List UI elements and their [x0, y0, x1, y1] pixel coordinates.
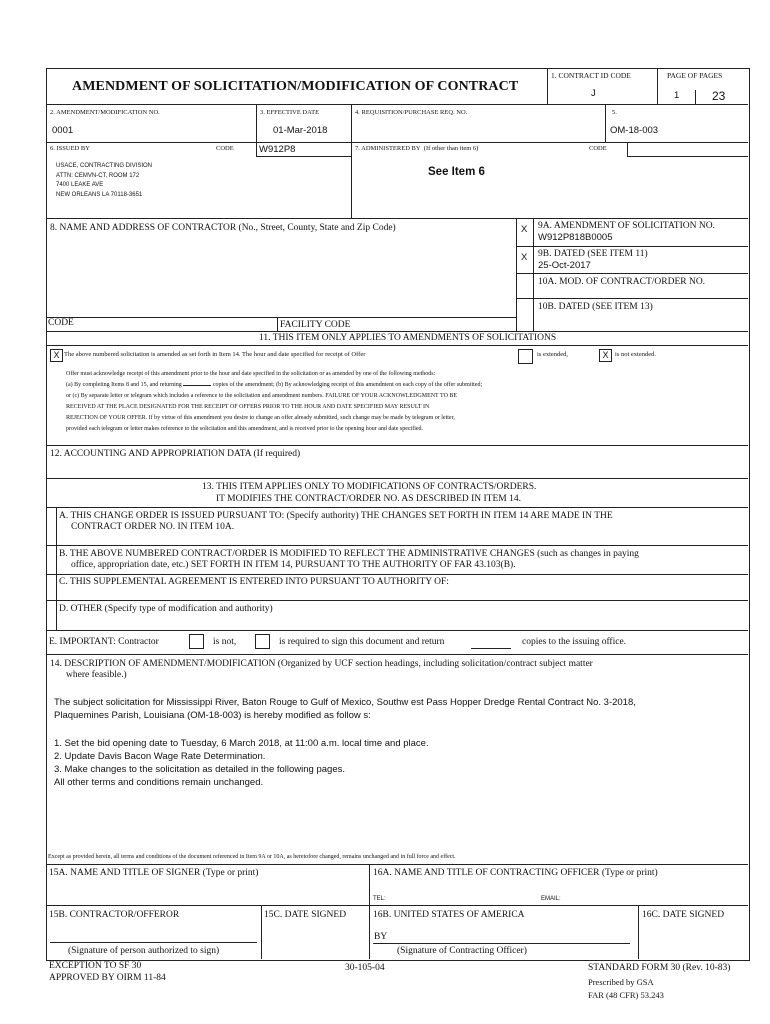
issued-by-label: 6. ISSUED BY: [50, 145, 90, 152]
item13-option-b-line2: office, appropriation date, etc.) SET FORTH IN ITEM 14, PURSUANT TO THE AUTHORITY OF FAR 43.103(B).: [71, 560, 516, 570]
administered-by-code-label: CODE: [589, 145, 607, 152]
effective-date-label: 3. EFFECTIVE DATE: [260, 109, 320, 116]
footer-far: FAR (48 CFR) 53.243: [588, 990, 664, 1000]
amendment-checkbox-mark[interactable]: X: [521, 224, 528, 235]
body-line: Plaquemines Parish, Louisiana (OM-18-003) is hereby modified as follow s:: [54, 710, 371, 721]
contractor-signature-caption: (Signature of person authorized to sign): [68, 946, 220, 956]
item13-heading-2: IT MODIFIES THE CONTRACT/ORDER NO. AS DESCRIBED IN ITEM 14.: [216, 494, 521, 504]
page-of-pages-label: PAGE OF PAGES: [667, 71, 723, 80]
administered-by-label: 7. ADMINISTERED BY (If other than item 6): [355, 145, 479, 152]
item14-label-2: where feasible.): [66, 670, 127, 680]
footer-prescribed: Prescribed by GSA: [588, 977, 654, 987]
contract-id-code-value: J: [591, 88, 596, 99]
by-label: BY: [374, 932, 388, 942]
amendment-no-label: 2. AMENDMENT/MODIFICATION NO.: [50, 109, 160, 116]
item13-option-b-line1: B. THE ABOVE NUMBERED CONTRACT/ORDER IS MODIFIED TO REFLECT THE ADMINISTRATIVE CHANGES (such as changes in paying: [59, 549, 639, 559]
extended-label: is extended,: [537, 351, 569, 358]
contractor-code-label: CODE: [48, 318, 74, 328]
contract-id-code-label: 1. CONTRACT ID CODE: [551, 71, 631, 80]
facility-code-label: FACILITY CODE: [280, 320, 351, 330]
footer-approved: APPROVED BY OIRM 11-84: [49, 973, 166, 983]
mod-contract-label: 10A. MOD. OF CONTRACT/ORDER NO.: [538, 277, 706, 287]
amendment-no-value: 0001: [52, 125, 74, 136]
is-not-label: is not,: [213, 637, 237, 647]
extended-checkbox[interactable]: [518, 349, 533, 364]
project-no-value: OM-18-003: [610, 125, 659, 136]
list-item: All other terms and conditions remain unchanged.: [54, 777, 264, 788]
tel-label: TEL:: [373, 896, 386, 902]
instruction-line: Offer must acknowledge receipt of this amendment prior to the hour and date specified in the solicitation or as amended by one of the following methods:: [66, 371, 436, 377]
issuing-office-address: [56, 162, 152, 200]
issued-by-code-label: CODE: [216, 145, 234, 152]
is-required-label: is required to sign this document and return: [279, 637, 445, 647]
item13-option-c: C. THIS SUPPLEMENTAL AGREEMENT IS ENTERED INTO PURSUANT TO AUTHORITY OF:: [59, 577, 449, 587]
important-label: E. IMPORTANT: Contractor: [49, 637, 159, 647]
united-states-label: 16B. UNITED STATES OF AMERICA: [373, 910, 525, 920]
instruction-line: or (c) By separate letter or telegram which includes a reference to the solicitation and amendment numbers. FAILURE OF YOUR ACKNOWLEDGMENT TO BE: [66, 393, 458, 399]
body-line: The subject solicitation for Mississippi River, Baton Rouge to Gulf of Mexico, Southw est Pass Hopper Dredge Rental Contract No. 3-2018,: [54, 697, 636, 708]
project-no-label: 5.: [612, 109, 617, 116]
copies-label: copies to the issuing office.: [522, 637, 627, 647]
item14-list: [54, 737, 429, 789]
dated-10b-label: 10B. DATED (SEE ITEM 13): [538, 302, 653, 312]
instruction-line: provided each telegram or letter makes reference to the solicitation and this amendment, and is received prior to the opening hour and date specified.: [66, 426, 424, 432]
not-extended-checkbox[interactable]: X: [599, 349, 612, 362]
requisition-label: 4. REQUISITION/PURCHASE REQ. NO.: [355, 109, 468, 116]
solicitation-no-value: W912P818B0005: [538, 232, 613, 243]
item13-option-a-line1: A. THIS CHANGE ORDER IS ISSUED PURSUANT TO: (Specify authority) THE CHANGES SET FORTH IN ITEM 14 ARE MADE IN THE: [59, 511, 613, 521]
email-label: EMAIL:: [541, 896, 561, 902]
item14-label-1: 14. DESCRIPTION OF AMENDMENT/MODIFICATION (Organized by UCF section headings, including solicitation/contract subject matter: [50, 659, 593, 669]
solicitation-no-label: 9A. AMENDMENT OF SOLICITATION NO.: [538, 221, 715, 231]
list-item: 2. Update Davis Bacon Wage Rate Determination.: [54, 751, 266, 762]
instruction-line: (a) By completing Items 8 and 15, and returning copies of the amendment; (b) By acknowledging receipt of this amendment on each copy of the offer submitted;: [66, 382, 483, 388]
list-item: 1. Set the bid opening date to Tuesday, 6 March 2018, at 11:00 a.m. local time and place.: [54, 738, 429, 749]
issued-by-code-value: W912P8: [259, 144, 296, 155]
dated-checkbox-mark[interactable]: X: [521, 252, 528, 263]
item11-line1: The above numbered solicitation is amended as set forth in Item 14. The hour and date specified for receipt of Offer: [64, 351, 366, 358]
item11-instructions: [66, 369, 482, 435]
address-line: NEW ORLEANS LA 70118-3651: [56, 191, 143, 198]
officer-date-signed-label: 16C. DATE SIGNED: [642, 910, 725, 920]
contractor-offeror-label: 15B. CONTRACTOR/OFFEROR: [49, 910, 180, 920]
footer-form-code: 30-105-04: [345, 963, 385, 973]
address-line: USACE, CONTRACTING DIVISION: [56, 163, 153, 169]
page-count: 23: [712, 89, 726, 103]
dated-label: 9B. DATED (SEE ITEM 11): [538, 249, 648, 259]
item14-footer: Except as provided herein, all terms and conditions of the document referenced in Item 9A or 10A, as heretofore changed, remains unchanged and in full force and effect.: [48, 854, 456, 860]
address-line: 7400 LEAKE AVE: [56, 182, 104, 188]
instruction-line: RECEIVED AT THE PLACE DESIGNATED FOR THE RECEIPT OF OFFERS PRIOR TO THE HOUR AND DATE SPECIFIED MAY RESULT IN: [66, 404, 430, 410]
item13-option-a-line2: CONTRACT ORDER NO. IN ITEM 10A.: [71, 522, 235, 532]
administered-by-value: See Item 6: [428, 166, 485, 178]
not-extended-label: is not extended.: [615, 351, 656, 358]
address-line: ATTN: CEMVN-CT, ROOM 172: [56, 172, 140, 179]
effective-date-value: 01-Mar-2018: [273, 125, 328, 136]
item14-body: [54, 696, 636, 722]
accounting-data-label: 12. ACCOUNTING AND APPROPRIATION DATA (If required): [50, 449, 301, 459]
contractor-is-required-checkbox[interactable]: [255, 634, 270, 649]
officer-signature-caption: (Signature of Contracting Officer): [397, 946, 527, 956]
item13-heading-1: 13. THIS ITEM APPLIES ONLY TO MODIFICATIONS OF CONTRACTS/ORDERS.: [202, 482, 537, 492]
page-number: 1: [674, 90, 680, 101]
item11-heading: 11. THIS ITEM ONLY APPLIES TO AMENDMENTS OF SOLICITATIONS: [259, 333, 557, 343]
contractor-is-not-checkbox[interactable]: [189, 634, 204, 649]
item11-amended-checkbox[interactable]: X: [50, 349, 63, 362]
footer-standard-form: STANDARD FORM 30 (Rev. 10-83): [588, 963, 731, 973]
dated-value: 25-Oct-2017: [538, 260, 591, 271]
signer-name-title-label: 15A. NAME AND TITLE OF SIGNER (Type or print): [49, 868, 259, 878]
instruction-line: REJECTION OF YOUR OFFER. If by virtue of this amendment you desire to change an offer already submitted, such change may be made by telegram or letter,: [66, 415, 455, 421]
list-item: 3. Make changes to the solicitation as detailed in the following pages.: [54, 764, 345, 775]
form-title: AMENDMENT OF SOLICITATION/MODIFICATION OF CONTRACT: [72, 79, 519, 94]
item13-option-d: D. OTHER (Specify type of modification and authority): [59, 604, 273, 614]
contracting-officer-name-label: 16A. NAME AND TITLE OF CONTRACTING OFFICER (Type or print): [373, 868, 658, 878]
contractor-date-signed-label: 15C. DATE SIGNED: [264, 910, 347, 920]
footer-exception: EXCEPTION TO SF 30: [49, 961, 142, 971]
contractor-name-address-label: 8. NAME AND ADDRESS OF CONTRACTOR (No., Street, County, State and Zip Code): [50, 223, 396, 233]
